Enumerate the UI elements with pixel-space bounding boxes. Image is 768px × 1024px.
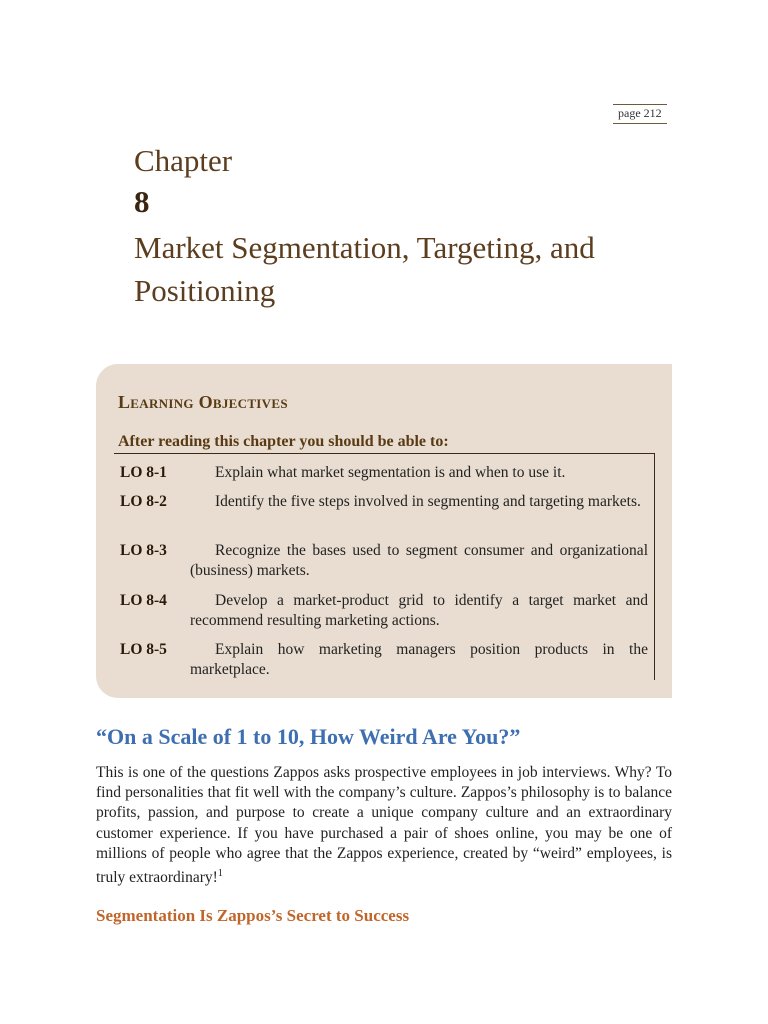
article-paragraph (96, 763, 672, 888)
lo-text: Explain what market segmentation is and when to use it. (215, 464, 566, 481)
lo-code: LO 8-2 (120, 493, 167, 510)
lo-code: LO 8-1 (120, 464, 167, 481)
chapter-title: Market Segmentation, Targeting, and Positioning (134, 230, 595, 308)
lo-text: Explain how marketing managers position products in the marketplace. (190, 641, 648, 678)
lo-code: LO 8-4 (120, 592, 167, 609)
lo-item (120, 591, 648, 631)
footnote-marker[interactable]: 1 (217, 868, 223, 880)
lo-text: Recognize the bases used to segment consumer and organizational (business) markets. (190, 542, 648, 579)
lo-text: Identify the five steps involved in segmenting and targeting markets. (215, 493, 641, 510)
article-headline: “On a Scale of 1 to 10, How Weird Are You?” (96, 724, 521, 749)
lo-item (120, 492, 648, 512)
learning-objectives-intro: After reading this chapter you should be able to: (118, 433, 449, 450)
learning-objectives-heading: Learning Objectives (118, 392, 288, 412)
paragraph-text: This is one of the questions Zappos asks prospective employees in job interviews. Why? To find personalities that fit well with the company’s culture. Zappos’s philosophy is to balance profits, passion, and purpose to create a unique company culture and an extraordinary customer experience. If you have purchased a pair of shoes online, you may be one of millions of people who agree that the Zappos experience, created by “weird” employees, is truly extraordinary! (96, 764, 672, 887)
page-number: page 212 (613, 104, 667, 124)
lo-text: Develop a market-product grid to identify a target market and recommend resulting marketing actions. (190, 592, 648, 629)
chapter-label: Chapter (134, 143, 233, 178)
learning-objectives-box (96, 364, 672, 698)
chapter-header (134, 142, 654, 312)
chapter-number: 8 (134, 184, 150, 219)
section-subheading: Segmentation Is Zappos’s Secret to Success (96, 906, 410, 925)
lo-code: LO 8-5 (120, 641, 167, 658)
learning-objectives-list (114, 453, 655, 680)
lo-code: LO 8-3 (120, 542, 167, 559)
lo-item (120, 640, 648, 680)
lo-item (120, 541, 648, 581)
lo-item (120, 463, 648, 483)
